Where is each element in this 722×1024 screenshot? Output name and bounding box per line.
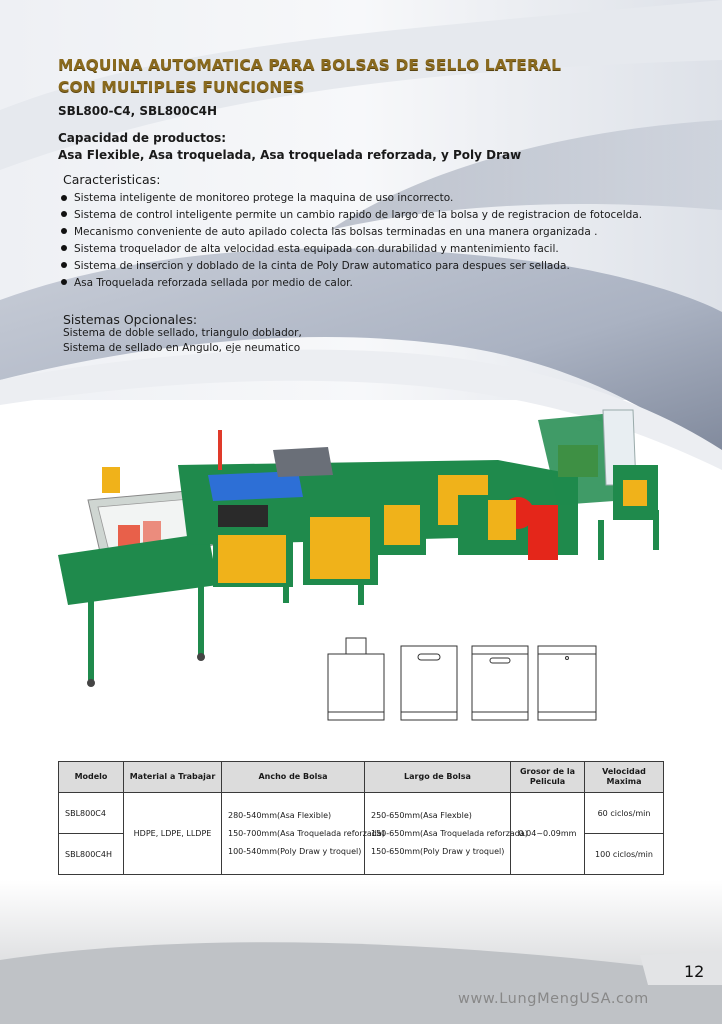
model-cell: SBL800C4H [59, 834, 124, 875]
width-value: 100-540mm(Poly Draw y troquel) [228, 847, 362, 856]
length-value: 150-650mm(Asa Troquelada reforzada) [371, 829, 528, 838]
title-line-2: CON MULTIPLES FUNCIONES [58, 78, 305, 96]
feature-item [58, 275, 642, 292]
bag-types-illustration [326, 632, 602, 724]
reinforced-handle-bag-icon [472, 646, 528, 720]
feature-text: Sistema inteligente de monitoreo protege la maquina de uso incorrecto. [74, 192, 454, 204]
optional-heading: Sistemas Opcionales: [63, 312, 198, 327]
feature-item [58, 190, 642, 207]
capacity-block [58, 130, 521, 164]
bullet-icon [61, 211, 67, 217]
capacity-heading: Capacidad de productos: [58, 131, 227, 145]
feature-text: Sistema troquelador de alta velocidad esta equipada con durabilidad y mantenimiento facil. [74, 242, 559, 255]
feature-text: Sistema de insercion y doblado de la cinta de Poly Draw automatico para despues ser sellada. [74, 259, 570, 272]
features-heading: Caracteristicas: [63, 172, 161, 187]
model-cell: SBL800C4 [59, 793, 124, 834]
optional-line: Sistema de sellado en Angulo, eje neumatico [63, 342, 301, 354]
features-list [58, 190, 642, 291]
title-line-1: MAQUINA AUTOMATICA PARA BOLSAS DE SELLO LATERAL [58, 56, 562, 74]
feature-item [58, 207, 642, 224]
column-header: Material a Trabajar [124, 762, 222, 793]
feature-text: Mecanismo conveniente de auto apilado colecta las bolsas terminadas en una manera organizada . [74, 225, 598, 238]
column-header: Modelo [59, 762, 124, 793]
material-cell: HDPE, LDPE, LLDPE [124, 793, 222, 875]
bullet-icon [61, 279, 67, 285]
table-row [59, 793, 664, 834]
website-url: www.LungMengUSA.com [458, 991, 649, 1007]
speed-cell: 60 ciclos/min [585, 793, 664, 834]
width-cell [222, 793, 385, 875]
model-numbers: SBL800-C4, SBL800C4H [58, 104, 218, 118]
capacity-text: Asa Flexible, Asa troquelada, Asa troquelada reforzada, y Poly Draw [58, 148, 522, 162]
table-header-row [59, 762, 664, 793]
length-value: 150-650mm(Poly Draw y troquel) [371, 847, 505, 856]
bullet-icon [61, 228, 67, 234]
feature-item [58, 241, 642, 258]
feature-item [58, 224, 642, 241]
length-cell [365, 793, 528, 875]
page-number: 12 [684, 962, 705, 981]
die-cut-handle-bag-icon [401, 646, 457, 720]
page-title [58, 54, 561, 98]
feature-item [58, 258, 642, 275]
bullet-icon [61, 262, 67, 268]
width-value: 280-540mm(Asa Flexible) [228, 811, 332, 820]
column-header: Largo de Bolsa [365, 762, 511, 793]
length-value: 250-650mm(Asa Flexble) [371, 811, 472, 820]
optional-line: Sistema de doble sellado, triangulo doblador, [63, 327, 302, 339]
bullet-icon [61, 245, 67, 251]
thickness-cell: 0.04~0.09mm [511, 793, 585, 875]
width-value: 150-700mm(Asa Troquelada reforzada) [228, 829, 385, 838]
flexible-handle-bag-icon [328, 638, 384, 720]
column-header: Grosor de la Pelicula [511, 762, 585, 793]
speed-cell: 100 ciclos/min [585, 834, 664, 875]
column-header: Velocidad Maxima [585, 762, 664, 793]
feature-text: Sistema de control inteligente permite un cambio rapido de largo de la bolsa y de registracion de fotocelda. [74, 208, 643, 221]
poly-draw-bag-icon [538, 646, 596, 720]
feature-text: Asa Troquelada reforzada sellada por medio de calor. [74, 276, 353, 289]
bullet-icon [61, 195, 67, 201]
column-header: Ancho de Bolsa [222, 762, 365, 793]
specification-table [58, 761, 664, 875]
